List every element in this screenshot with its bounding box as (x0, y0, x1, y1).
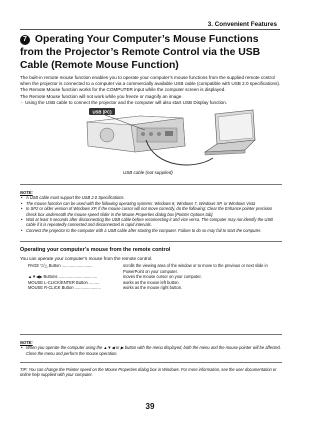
note-title: NOTE: (20, 340, 33, 345)
key-name: ▲▼◀▶ Buttons .................................. (28, 274, 98, 280)
note-item: • In SP2 or older version of Windows XP, if the mouse cursor will not move correctly, do the following: Clear the Enhance pointer precision check box underneath the mouse speed slider in the Mouse Properties dialog box [Pointer Options tab]. (26, 206, 282, 217)
key-description: scrolls the viewing area of the window or to move to the previous or next slide in PowerPoint on your computer. (123, 263, 268, 274)
note-block-2 (20, 340, 282, 356)
note-block-1 (20, 190, 282, 233)
body-paragraph-3: The Remote Mouse function will not work while you freeze or magnify an image. (20, 93, 183, 99)
page-number: 39 (145, 402, 155, 411)
remote-key-table (28, 263, 282, 291)
note-item: • A USB cable must support the USB 2.0 Specifications. (26, 195, 282, 200)
body-bullet-text: Using the USB cable to connect the projector and the computer will also start USB Display function. (25, 99, 228, 105)
section-header: 3. Convenient Features (207, 21, 277, 28)
heading-number-badge: 7 (20, 35, 30, 45)
note-item: • Connect the projector to the computer with a USB cable after starting the computer. Failure to do so may fail to start the computer. (26, 228, 282, 233)
operation-heading: Operating your computer’s mouse from the remote control (20, 247, 171, 253)
intro-body (20, 75, 282, 106)
note-item: • When you operate the computer using the ▲▼◀ or ▶ button with the menu displayed, both the menu and the mouse pointer will be affected. Close the menu and perform the mouse operation. (26, 345, 282, 356)
key-name: MOUSE R-CLICK Button ....................... (28, 285, 101, 291)
key-name: PAGE ▽/△ Button ........................... (28, 263, 93, 268)
connection-illustration (85, 108, 260, 178)
heading-title: Operating Your Computer’s Mouse Functions from the Projector’s Remote Control via the USB Cable (Remote Mouse Function) (20, 34, 261, 71)
body-paragraph-2: The Remote Mouse function works for the COMPUTER input while the computer screen is displayed. (20, 87, 226, 93)
header-rule (20, 29, 280, 30)
divider-4 (20, 362, 282, 363)
key-description: works as the mouse left button. (123, 279, 180, 285)
key-row (28, 263, 282, 274)
divider-2 (20, 241, 282, 242)
page-heading (20, 33, 282, 72)
bullet-dash: - (21, 99, 26, 105)
body-bullet (20, 100, 282, 106)
note-item: • The mouse function can be used with the following operating systems: Windows 8, Windows 7, Windows XP, or Windows Vista (26, 201, 282, 206)
divider-1 (20, 184, 282, 185)
body-paragraph-1: The built-in remote mouse function enables you to operate your computer’s mouse functions from the supplied remote control when the projector is connected to a computer via a commercially available USB cable (compatible with USB 2.0 specifications). (20, 75, 281, 87)
divider-3 (20, 334, 282, 335)
laptop-illustration (205, 110, 255, 155)
tip-text: TIP: You can change the Pointer speed on the Mouse Properties dialog box in Windows. For more information, see the user documentation or online help supplied with your computer. (20, 367, 277, 378)
key-name: MOUSE L-CLICK/ENTER Button ......... (28, 279, 100, 285)
note-list (20, 345, 282, 356)
usb-port-text: USB (PC) (92, 109, 112, 115)
figure-caption: USB cable (not supplied) (123, 170, 173, 175)
note-title: NOTE: (20, 190, 33, 195)
projector-illustration (87, 116, 185, 152)
key-description: moves the mouse cursor on your computer. (123, 274, 202, 280)
operation-intro: You can operate your computer’s mouse from the remote control. (20, 256, 153, 261)
note-item: • Wait at least 5 seconds after disconnecting the USB cable before reconnecting it and vice versa. The computer may not identify the USB cable if it is repeatedly connected and disconnected in rapid intervals. (26, 217, 282, 228)
key-row (28, 285, 282, 291)
key-description: works as the mouse right button. (123, 285, 183, 291)
note-list (20, 195, 282, 233)
